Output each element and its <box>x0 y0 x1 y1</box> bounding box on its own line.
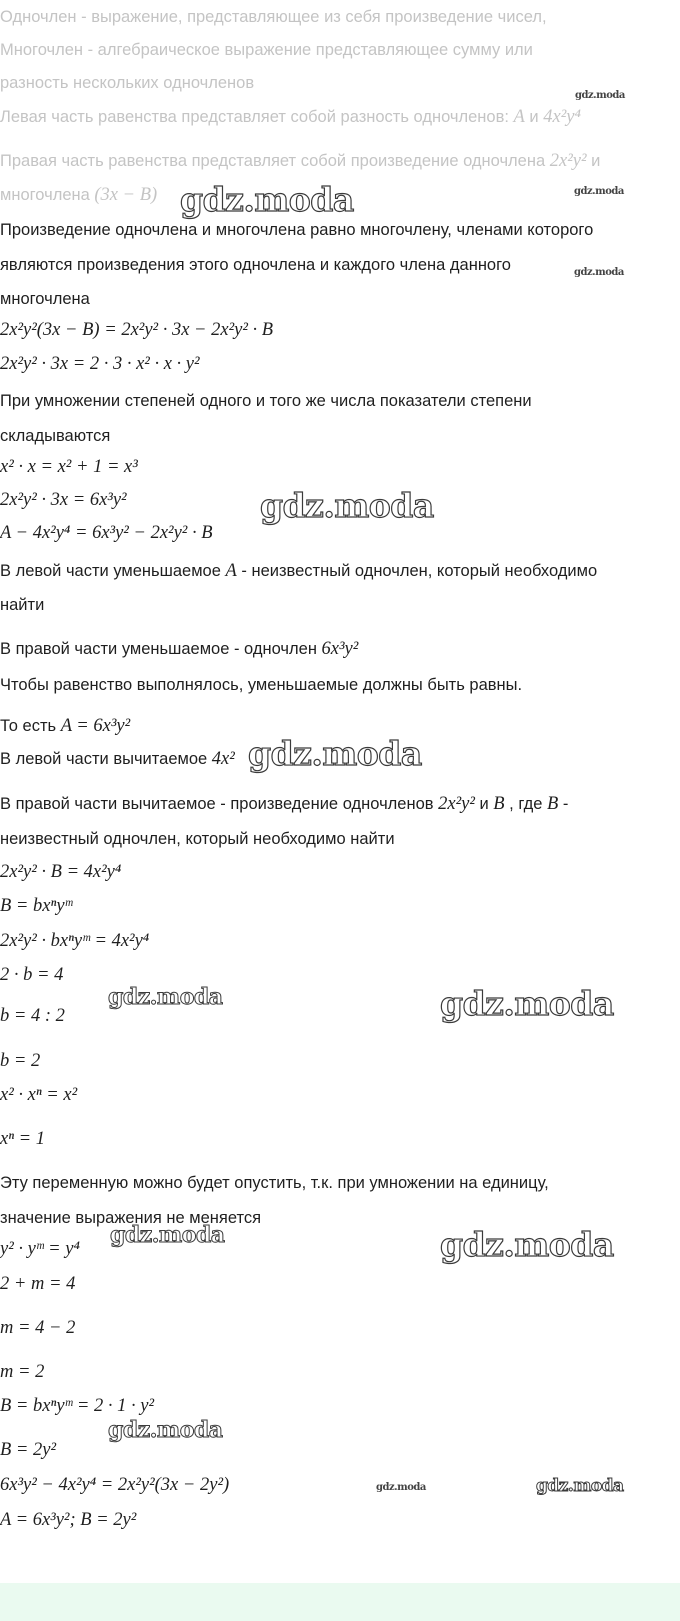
equation-coef-result: b = 2 <box>0 1051 41 1071</box>
definition-monomial: Одночлен - выражение, представляющее из себя произведение чисел, <box>0 8 547 26</box>
equation-x-result: xⁿ = 1 <box>0 1129 46 1149</box>
equation-coef-divide: b = 4 : 2 <box>0 1006 65 1026</box>
watermark: gdz.moda <box>574 186 624 197</box>
definition-polynomial-cont: разность нескольких одночленов <box>0 74 255 92</box>
equation-b-final: B = 2y² <box>0 1440 57 1460</box>
equation-distribute: 2x²y²(3x − B) = 2x²y² · 3x − 2x²y² · B <box>0 320 274 340</box>
left-minuend-text-cont: найти <box>0 596 45 614</box>
equation-m-subtract: m = 4 − 2 <box>0 1318 76 1338</box>
equation-b-form: B = bxⁿyᵐ <box>0 896 73 916</box>
watermark: gdz.moda <box>110 1222 225 1248</box>
right-side-description: Правая часть равенства представляет собой произведение одночлена 2x²y² и <box>0 151 601 171</box>
equality-condition: Чтобы равенство выполнялось, уменьшаемые должны быть равны. <box>0 676 523 694</box>
equation-m-result: m = 2 <box>0 1362 45 1382</box>
watermark: gdz.moda <box>536 1476 624 1496</box>
omit-variable-text: Эту переменную можно будет опустить, т.к. при умножении на единицу, <box>0 1174 549 1192</box>
right-side-description-cont: многочлена (3x − B) <box>0 185 158 205</box>
rule-paragraph-line3: многочлена <box>0 290 90 308</box>
left-side-description: Левая часть равенства представляет собой разность одночленов: A и 4x²y⁴ <box>0 107 581 127</box>
equation-product: 2x²y² · 3x = 6x³y² <box>0 490 127 510</box>
powers-rule-line2: складываются <box>0 427 111 445</box>
right-minuend-text: В правой части уменьшаемое - одночлен 6x³y² <box>0 639 359 659</box>
watermark: gdz.moda <box>108 984 223 1010</box>
watermark: gdz.moda <box>180 180 354 219</box>
left-subtrahend-text: В левой части вычитаемое 4x² <box>0 749 235 769</box>
equation-x-power: x² · xⁿ = x² <box>0 1085 78 1105</box>
answer-highlight <box>0 1583 680 1621</box>
equation-b-product: 2x²y² · B = 4x²y⁴ <box>0 862 122 882</box>
right-subtrahend-text-cont: неизвестный одночлен, который необходимо найти <box>0 830 395 848</box>
left-minuend-text: В левой части уменьшаемое A - неизвестный одночлен, который необходимо <box>0 561 598 581</box>
answer: A = 6x³y²; B = 2y² <box>0 1510 137 1530</box>
definition-polynomial: Многочлен - алгебраическое выражение представляющее сумму или <box>0 41 533 59</box>
rule-paragraph-line2: являются произведения этого одночлена и каждого члена данного <box>0 256 511 274</box>
omit-variable-text-cont: значение выражения не меняется <box>0 1209 262 1227</box>
watermark: gdz.moda <box>574 267 624 278</box>
watermark: gdz.moda <box>575 90 625 101</box>
watermark: gdz.moda <box>260 486 434 525</box>
watermark: gdz.moda <box>440 984 614 1023</box>
equation-b-value: B = bxⁿyᵐ = 2 · 1 · y² <box>0 1396 154 1416</box>
minuend-result: То есть A = 6x³y² <box>0 716 131 736</box>
equation-coef: 2 · b = 4 <box>0 965 64 985</box>
right-subtrahend-text: В правой части вычитаемое - произведение одночленов 2x²y² и B , где B - <box>0 794 569 814</box>
equation-full: A − 4x²y⁴ = 6x³y² − 2x²y² · B <box>0 523 213 543</box>
powers-rule-line1: При умножении степеней одного и того же числа показатели степени <box>0 392 532 410</box>
equation-m-sum: 2 + m = 4 <box>0 1274 76 1294</box>
watermark: gdz.moda <box>108 1417 223 1443</box>
watermark: gdz.moda <box>248 734 422 773</box>
equation-b-substitute: 2x²y² · bxⁿyᵐ = 4x²y⁴ <box>0 931 150 951</box>
equation-check: 6x³y² − 4x²y⁴ = 2x²y²(3x − 2y²) <box>0 1475 230 1495</box>
equation-y-power: y² · yᵐ = y⁴ <box>0 1239 80 1259</box>
rule-paragraph-line1: Произведение одночлена и многочлена равно многочлену, членами которого <box>0 221 594 239</box>
equation-expand: 2x²y² · 3x = 2 · 3 · x² · x · y² <box>0 354 200 374</box>
watermark: gdz.moda <box>440 1225 614 1264</box>
equation-powers: x² · x = x² + 1 = x³ <box>0 457 138 477</box>
watermark: gdz.moda <box>376 1482 426 1493</box>
